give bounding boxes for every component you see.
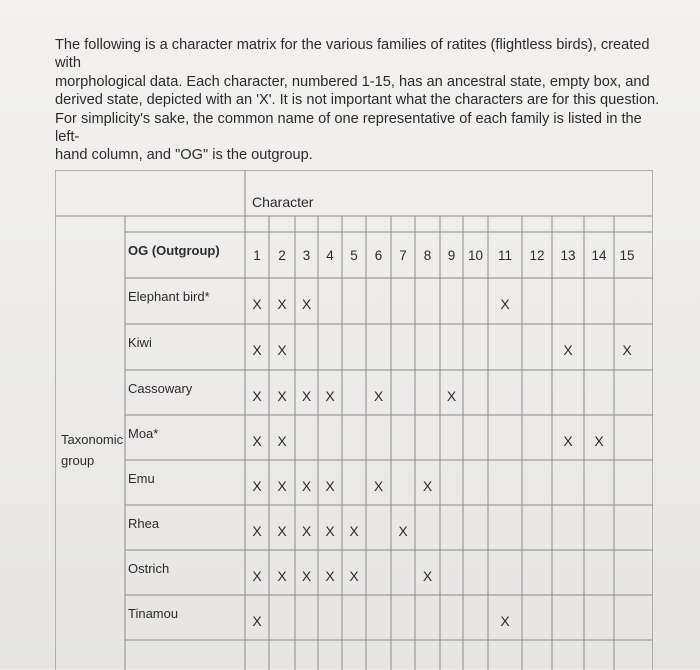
- character-number: 6: [374, 248, 383, 263]
- derived-state-mark: X: [446, 388, 457, 404]
- intro-line: hand column, and "OG" is the outgroup.: [55, 147, 313, 164]
- derived-state-mark: X: [252, 342, 262, 358]
- character-number: 11: [497, 248, 512, 263]
- derived-state-mark: X: [252, 433, 262, 449]
- character-number: 12: [529, 248, 545, 263]
- derived-state-mark: X: [252, 568, 262, 584]
- character-number: 10: [467, 248, 484, 263]
- taxon-name: Ostrich: [128, 561, 170, 576]
- character-number: 7: [399, 248, 407, 263]
- derived-state-mark: X: [301, 388, 312, 404]
- derived-state-mark: X: [325, 478, 335, 494]
- character-number: 1: [253, 248, 261, 263]
- derived-state-mark: X: [500, 613, 510, 629]
- derived-state-mark: X: [563, 342, 573, 358]
- character-number: 9: [447, 248, 456, 263]
- character-header: Character: [252, 194, 314, 210]
- taxon-name: Tinamou: [128, 606, 179, 621]
- character-number: 15: [619, 248, 635, 263]
- derived-state-mark: X: [252, 478, 262, 494]
- derived-state-mark: X: [422, 568, 433, 584]
- intro-line: morphological data. Each character, numbered 1-15, has an ancestral state, empty box, and: [55, 73, 650, 90]
- derived-state-mark: X: [277, 342, 287, 358]
- derived-state-mark: X: [373, 388, 384, 404]
- taxon-name: Elephant bird*: [128, 289, 210, 304]
- taxon-name: Cassowary: [128, 381, 193, 396]
- derived-state-mark: X: [500, 296, 510, 312]
- derived-state-mark: X: [373, 478, 384, 494]
- derived-state-mark: X: [252, 296, 262, 312]
- character-number: 3: [302, 248, 311, 263]
- taxon-name: Emu: [128, 471, 155, 486]
- derived-state-mark: X: [563, 433, 573, 449]
- character-number: 14: [591, 248, 607, 263]
- derived-state-mark: X: [277, 296, 287, 312]
- derived-state-mark: X: [349, 568, 359, 584]
- derived-state-mark: X: [277, 478, 287, 494]
- character-number: 13: [560, 248, 576, 263]
- derived-state-mark: X: [277, 433, 287, 449]
- taxon-name: Moa*: [128, 426, 159, 441]
- derived-state-mark: X: [325, 568, 335, 584]
- derived-state-mark: X: [349, 523, 359, 539]
- character-matrix-table: [55, 170, 653, 670]
- intro-paragraph: [55, 36, 665, 165]
- derived-state-mark: X: [301, 478, 312, 494]
- character-number: 8: [423, 248, 432, 263]
- derived-state-mark: X: [594, 433, 604, 449]
- derived-state-mark: X: [422, 478, 433, 494]
- derived-state-mark: X: [301, 523, 312, 539]
- derived-state-mark: X: [277, 388, 287, 404]
- derived-state-mark: X: [622, 342, 632, 358]
- taxon-name: OG (Outgroup): [128, 243, 220, 258]
- intro-line: The following is a character matrix for the various families of ratites (flightless birds), created with: [55, 37, 650, 72]
- derived-state-mark: X: [301, 296, 312, 312]
- taxon-name: Rhea: [128, 516, 160, 531]
- character-number: 4: [326, 248, 334, 263]
- taxonomic-group-label: Taxonomic group: [61, 432, 124, 468]
- derived-state-mark: X: [398, 523, 408, 539]
- derived-state-mark: X: [252, 613, 262, 629]
- derived-state-mark: X: [325, 388, 335, 404]
- taxon-name: Kiwi: [128, 335, 152, 350]
- derived-state-mark: X: [325, 523, 335, 539]
- intro-line: derived state, depicted with an 'X'. It is not important what the characters are for this question.: [55, 92, 660, 109]
- character-number: 5: [350, 248, 358, 263]
- character-number: 2: [278, 248, 286, 263]
- intro-line: For simplicity's sake, the common name of one representative of each family is listed in the left-: [55, 110, 642, 146]
- derived-state-mark: X: [301, 568, 312, 584]
- derived-state-mark: X: [252, 388, 262, 404]
- derived-state-mark: X: [277, 523, 287, 539]
- derived-state-mark: X: [277, 568, 287, 584]
- derived-state-mark: X: [252, 523, 262, 539]
